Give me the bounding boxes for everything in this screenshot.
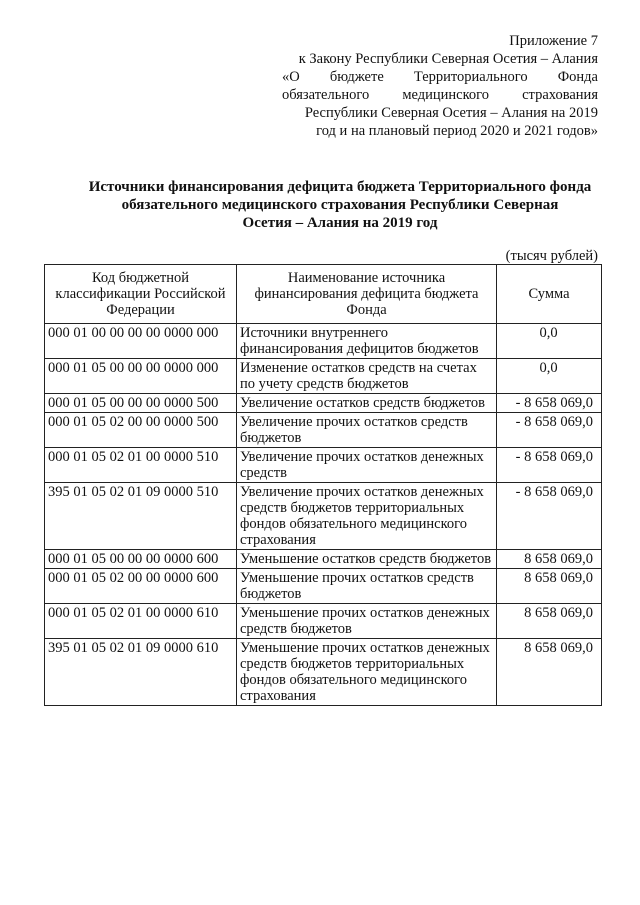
title-line: Осетия – Алания на 2019 год — [242, 215, 438, 231]
code-cell: 000 01 05 02 00 00 0000 500 — [45, 413, 237, 448]
appendix-header — [282, 32, 598, 140]
amount-cell: 8 658 069,0 — [497, 550, 602, 569]
name-cell: Уменьшение прочих остатков денежных средств бюджетов территориальных фондов обязательного медицинского страхования — [237, 639, 497, 706]
code-cell: 000 01 05 00 00 00 0000 600 — [45, 550, 237, 569]
code-cell: 000 01 00 00 00 00 0000 000 — [45, 324, 237, 359]
amount-cell: 0,0 — [497, 324, 602, 359]
name-cell: Изменение остатков средств на счетах по учету средств бюджетов — [237, 359, 497, 394]
budget-sources-table — [44, 264, 602, 706]
title-line: обязательного медицинского страхования Республики Северная — [121, 197, 559, 213]
amount-cell: 8 658 069,0 — [497, 604, 602, 639]
name-cell: Уменьшение остатков средств бюджетов — [237, 550, 497, 569]
appendix-line: Республики Северная Осетия – Алания на 2019 — [304, 105, 598, 121]
code-cell: 000 01 05 02 01 00 0000 610 — [45, 604, 237, 639]
table-body — [45, 324, 602, 706]
appendix-line: к Закону Республики Северная Осетия – Алания — [298, 51, 598, 67]
code-cell: 000 01 05 00 00 00 0000 000 — [45, 359, 237, 394]
units-note: (тысяч рублей) — [505, 248, 598, 264]
table-row — [45, 604, 602, 639]
appendix-line: год и на плановый период 2020 и 2021 годов» — [316, 123, 598, 139]
amount-cell: - 8 658 069,0 — [497, 413, 602, 448]
table-row — [45, 639, 602, 706]
amount-cell: 8 658 069,0 — [497, 639, 602, 706]
amount-cell: - 8 658 069,0 — [497, 483, 602, 550]
document-title — [60, 178, 620, 232]
name-cell: Увеличение прочих остатков денежных средств бюджетов территориальных фондов обязательного медицинского страхования — [237, 483, 497, 550]
name-cell: Уменьшение прочих остатков средств бюджетов — [237, 569, 497, 604]
table-row — [45, 359, 602, 394]
table-row — [45, 394, 602, 413]
code-cell: 000 01 05 00 00 00 0000 500 — [45, 394, 237, 413]
name-cell: Уменьшение прочих остатков денежных средств бюджетов — [237, 604, 497, 639]
code-cell: 395 01 05 02 01 09 0000 610 — [45, 639, 237, 706]
appendix-number: Приложение 7 — [509, 33, 598, 49]
code-cell: 000 01 05 02 01 00 0000 510 — [45, 448, 237, 483]
name-cell: Увеличение прочих остатков денежных средств — [237, 448, 497, 483]
title-line: Источники финансирования дефицита бюджета Территориального фонда — [88, 179, 592, 195]
header-amount: Сумма — [497, 265, 602, 324]
table-row — [45, 483, 602, 550]
amount-cell: - 8 658 069,0 — [497, 394, 602, 413]
table-row — [45, 413, 602, 448]
amount-cell: - 8 658 069,0 — [497, 448, 602, 483]
header-code: Код бюджетной классификации Российской Федерации — [45, 265, 237, 324]
appendix-line: «О бюджете Территориального Фонда — [282, 69, 598, 85]
table-row — [45, 448, 602, 483]
name-cell: Источники внутреннего финансирования дефицитов бюджетов — [237, 324, 497, 359]
name-cell: Увеличение прочих остатков средств бюджетов — [237, 413, 497, 448]
appendix-line: обязательного медицинского страхования — [282, 87, 598, 103]
table-row — [45, 324, 602, 359]
table-header-row — [45, 265, 602, 324]
code-cell: 395 01 05 02 01 09 0000 510 — [45, 483, 237, 550]
name-cell: Увеличение остатков средств бюджетов — [237, 394, 497, 413]
amount-cell: 8 658 069,0 — [497, 569, 602, 604]
amount-cell: 0,0 — [497, 359, 602, 394]
table-row — [45, 569, 602, 604]
code-cell: 000 01 05 02 00 00 0000 600 — [45, 569, 237, 604]
table-row — [45, 550, 602, 569]
header-name: Наименование источника финансирования дефицита бюджета Фонда — [237, 265, 497, 324]
